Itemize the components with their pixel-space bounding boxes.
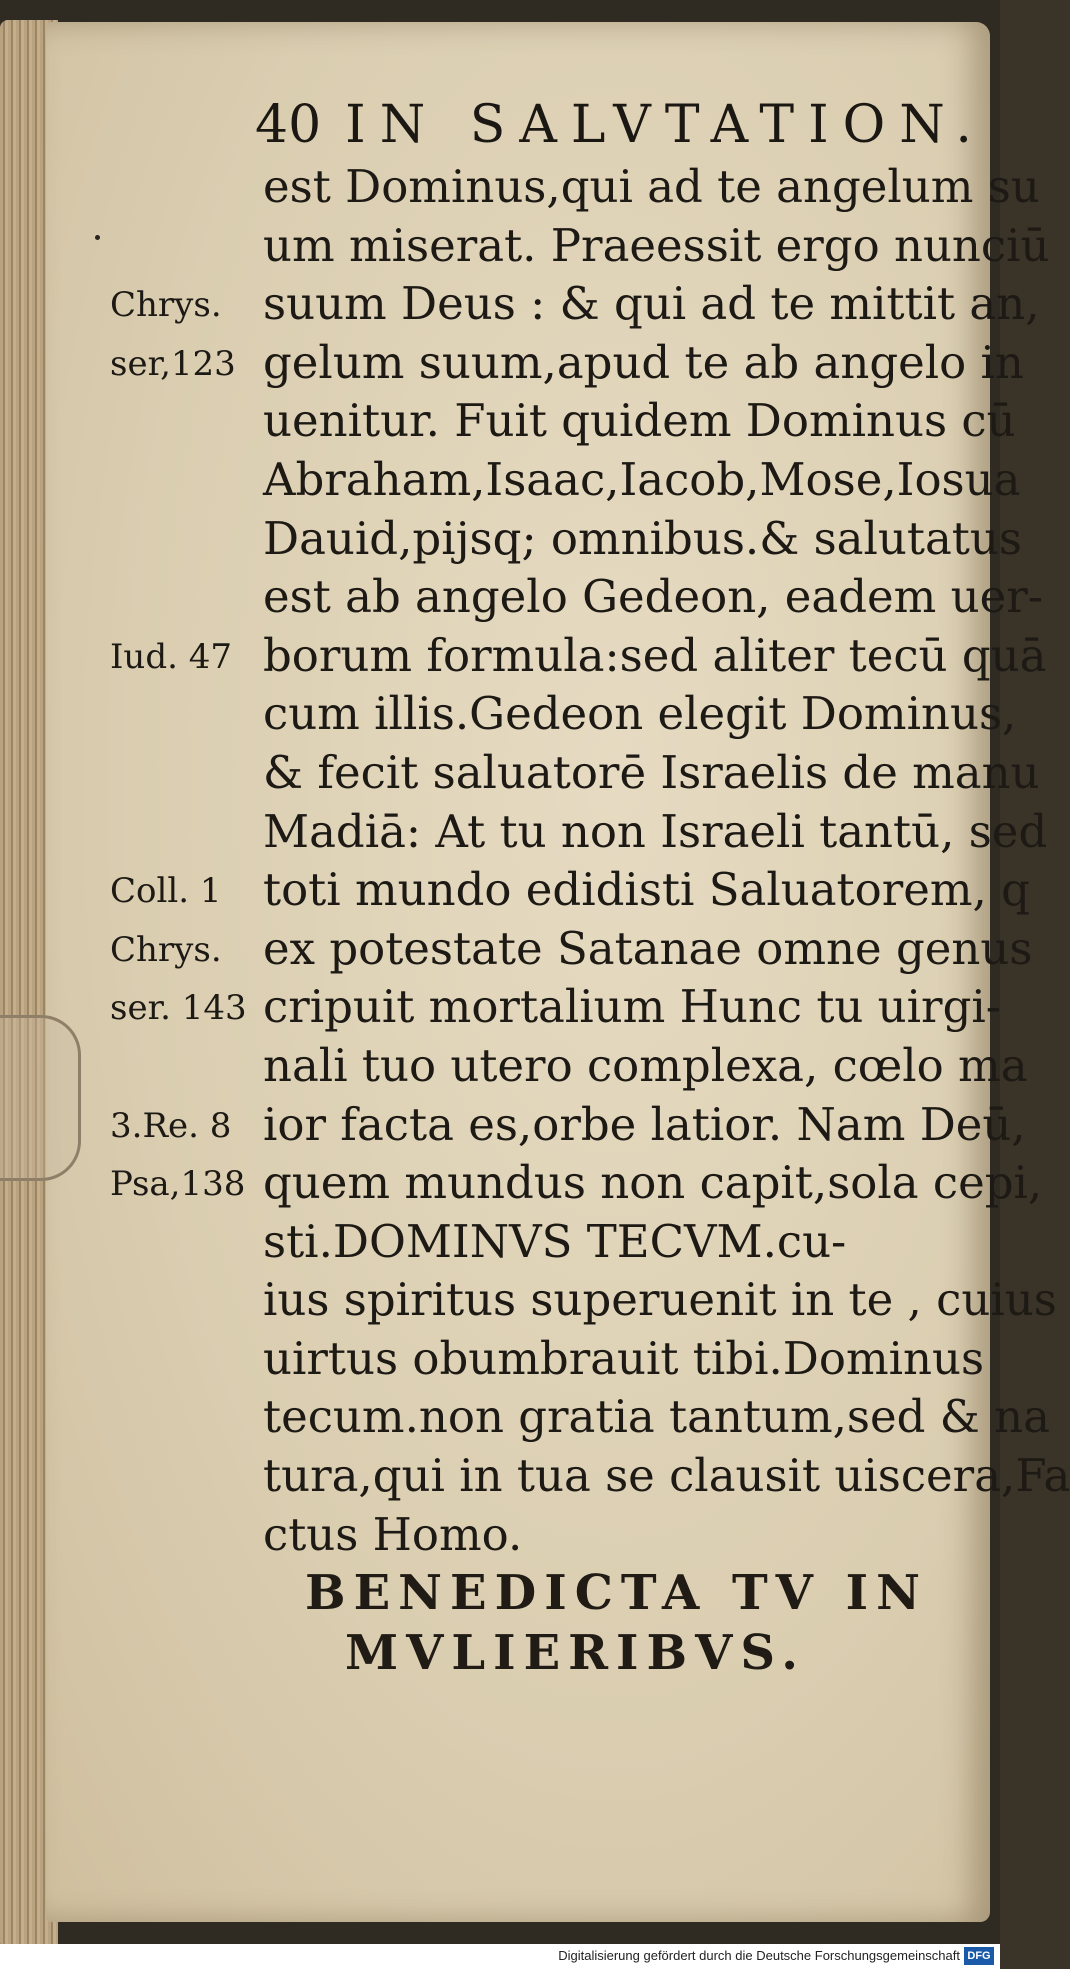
text-line: uirtus obumbrauit tibi.Dominus <box>263 1331 985 1385</box>
dfg-logo: DFG <box>964 1947 994 1965</box>
text-line: toti mundo edidisti Saluatorem, q <box>263 863 1030 917</box>
book-clasp <box>0 1015 81 1181</box>
margin-note: Chrys. <box>110 285 222 326</box>
text-line: est Dominus,qui ad te angelum su <box>263 160 1040 213</box>
text-line: ius spiritus superuenit in te , cuius <box>263 1273 1057 1327</box>
text-line: um miserat. Praeessit ergo nunciū <box>263 218 1050 272</box>
text-line: tecum.non gratia tantum,sed & na <box>263 1390 1050 1444</box>
text-line: quem mundus non capit,sola cepi, <box>263 1156 1043 1210</box>
text-line: & fecit saluatorē Israelis de manu <box>263 745 1040 799</box>
text-line: Abraham,Isaac,Iacob,Mose,Iosua <box>263 452 1021 506</box>
text-line: Madiā: At tu non Israeli tantū, sed <box>263 804 1048 858</box>
margin-note: 3.Re. 8 <box>110 1105 232 1146</box>
text-line: cripuit mortalium Hunc tu uirgi- <box>263 980 1001 1034</box>
margin-note: ser,123 <box>110 343 236 384</box>
margin-note: Coll. 1 <box>110 871 222 912</box>
rubric-line-1: BENEDICTA TV IN <box>305 1565 928 1621</box>
text-line: Dauid,pijsq; omnibus.& salutatus <box>263 511 1022 565</box>
running-title: IN SALVTATION. <box>345 95 986 155</box>
ink-dot <box>95 235 100 240</box>
text-line: uenitur. Fuit quidem Dominus cū <box>263 394 1016 448</box>
page-header <box>255 95 986 155</box>
text-line: gelum suum,apud te ab angelo in <box>263 335 1024 389</box>
text-line: suum Deus : & qui ad te mittit an, <box>263 277 1040 331</box>
footer-bar <box>0 1944 1000 1969</box>
text-line: ex potestate Satanae omne genus <box>263 921 1033 975</box>
text-line: ior facta es,orbe latior. Nam Deū, <box>263 1097 1026 1151</box>
text-line: nali tuo utero complexa, cœlo ma <box>263 1038 1028 1092</box>
margin-note: Chrys. <box>110 929 222 970</box>
page-number: 40 <box>255 95 322 155</box>
text-line: sti.DOMINVS TECVM.cu- <box>263 1214 847 1268</box>
rubric-line-2: MVLIERIBVS. <box>345 1625 806 1681</box>
body-text <box>263 158 1070 1564</box>
margin-note: ser. 143 <box>110 988 247 1029</box>
margin-note: Psa,138 <box>110 1164 246 1205</box>
text-line: borum formula:sed aliter tecū quā <box>263 628 1047 682</box>
footer-credit: Digitalisierung gefördert durch die Deutsche Forschungsgemeinschaft <box>558 1948 960 1963</box>
text-line: ctus Homo. <box>263 1507 523 1561</box>
margin-note: Iud. 47 <box>110 636 232 677</box>
text-line: tura,qui in tua se clausit uiscera,Fa <box>263 1449 1070 1503</box>
text-line: est ab angelo Gedeon, eadem uer- <box>263 570 1043 624</box>
text-line: cum illis.Gedeon elegit Dominus, <box>263 687 1017 741</box>
